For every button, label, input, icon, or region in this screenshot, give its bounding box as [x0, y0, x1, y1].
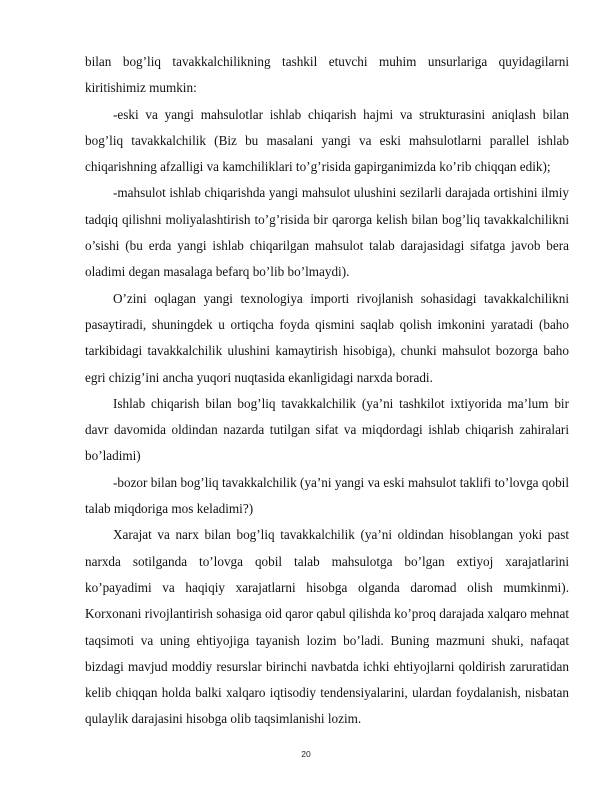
paragraph-7: Xarajat va narx bilan bog’liq tavakkalchilik (ya’ni oldindan hisoblangan yoki past narxda sotilganda to’lovga qobil talab mahsulotga bo’lgan extiyoj xarajatlarini ko’payadimi va haqiqiy xarajatlarni hisobga olganda daromad olish mumkinmi). Korxonani rivojlantirish sohasiga oid qaror qabul qilishda ko’proq darajada xalqaro mehnat taqsimoti va uning ehtiyojiga tayanish lozim bo’ladi. Buning mazmuni shuki, nafaqat bizdagi mavjud moddiy resurslar birinchi navbatda ichki ehtiyojlarni qoldirish zaruratidan kelib chiqqan holda balki xalqaro iqtisodiy tendensiyalarini, ulardan foydalanish, nisbatan qulaylik darajasini hisobga olib taqsimlanishi lozim.: [85, 527, 569, 727]
paragraph-1: bilan bog’liq tavakkalchilikning tashkil etuvchi muhim unsurlariga quyidagilarni kiritishimiz mumkin:: [85, 54, 569, 96]
paragraph-4: O’zini oqlagan yangi texnologiya importi rivojlanish sohasidagi tavakkalchilikni pasaytiradi, shuningdek u ortiqcha foyda qismini saqlab qolish imkonini yaratadi (baho tarkibidagi tavakkalchilik ulushini kamaytirish hisobiga), chunki mahsulot bozorga baho egri chizig’ini ancha yuqori nuqtasida ekanligidagi narxda boradi.: [85, 290, 569, 385]
page-number: 20: [301, 749, 311, 759]
paragraph-2: -eski va yangi mahsulotlar ishlab chiqarish hajmi va strukturasini aniqlash bilan bog’liq tavakkalchilik (Biz bu masalani yangi va eski mahsulotlarni parallel ishlab chiqarishning afzalligi va kamchiliklari to’g’risida gapirganimizda ko’rib chiqqan edik);: [85, 106, 569, 175]
paragraph-5: Ishlab chiqarish bilan bog’liq tavakkalchilik (ya’ni tashkilot ixtiyorida ma’lum bir davr davomida oldindan nazarda tutilgan sifat va miqdordagi ishlab chiqarish zahiralari bo’ladimi): [85, 395, 569, 464]
document-body: [85, 49, 569, 733]
paragraph-3: -mahsulot ishlab chiqarishda yangi mahsulot ulushini sezilarli darajada ortishini ilmiy tadqiq qilishni moliyalashtirish to’g’risida bir qarorga kelish bilan bog’liq tavakkalchilikni o’sishi (bu erda yangi ishlab chiqarilgan mahsulot talab darajasidagi sifatga javob bera oladimi degan masalaga befarq bo’lib bo’lmaydi).: [85, 185, 569, 280]
paragraph-6: -bozor bilan bog’liq tavakkalchilik (ya’ni yangi va eski mahsulot taklifi to’lovga qobil talab miqdoriga mos keladimi?): [85, 474, 569, 517]
